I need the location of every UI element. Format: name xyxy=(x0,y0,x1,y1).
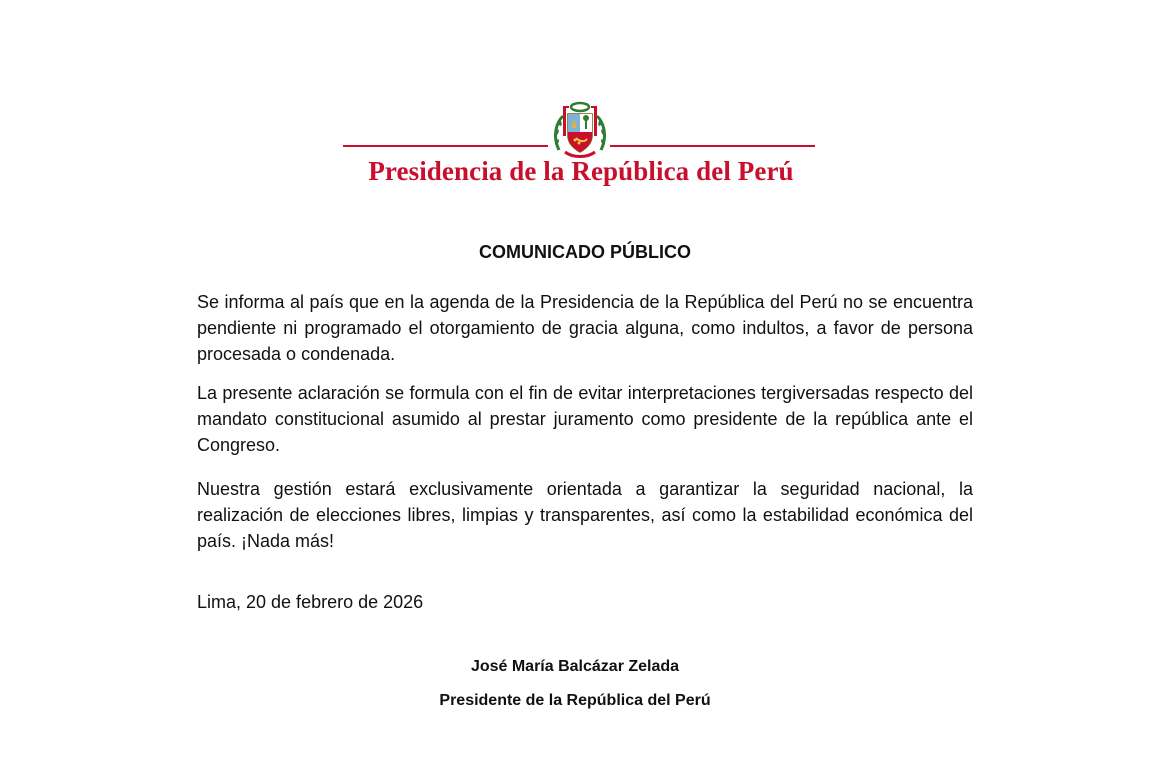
paragraph-2: La presente aclaración se formula con el fin de evitar interpretaciones tergiversadas respecto del mandato constitucional asumido al prestar juramento como presidente de la república ante el Congreso. xyxy=(197,383,973,455)
institution-name: Presidencia de la República del Perú xyxy=(368,156,794,186)
header-rule-right xyxy=(610,145,815,147)
signatory-name: José María Balcázar Zelada xyxy=(470,658,680,675)
paragraph-3: Nuestra gestión estará exclusivamente orientada a garantizar la seguridad nacional, la realización de elecciones libres, limpias y transparentes, así como la estabilidad económica del país. ¡Nada más! xyxy=(197,479,973,551)
document-title: COMUNICADO PÚBLICO xyxy=(479,242,691,262)
signature-block xyxy=(400,657,750,714)
place-date: Lima, 20 de febrero de 2026 xyxy=(197,592,424,612)
signatory-role: Presidente de la República del Perú xyxy=(439,692,711,709)
letterhead xyxy=(0,98,1162,198)
header-rule-left xyxy=(343,145,548,147)
paragraph-1: Se informa al país que en la agenda de la Presidencia de la República del Perú no se encuentra pendiente ni programado el otorgamiento de gracia alguna, como indultos, a favor de persona procesada o condenada. xyxy=(197,292,973,364)
peru-coat-of-arms-icon xyxy=(549,98,611,160)
